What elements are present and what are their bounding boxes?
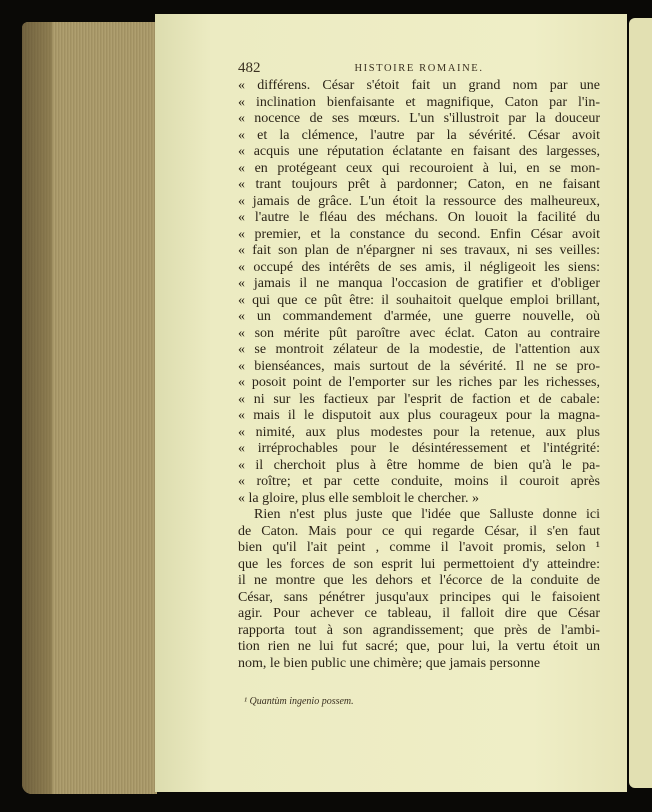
text-line: « occupé des intérêts de ses amis, il négligeoit les siens: — [238, 259, 600, 275]
text-line: « nimité, aux plus modestes pour la retenue, aux plus — [238, 424, 600, 440]
text-line: « inclination bienfaisante et magnifique, Caton par l'in- — [238, 94, 600, 110]
text-line: nom, le bien public une chimère; que jamais personne — [238, 655, 541, 671]
text-line: « mais il le disputoit aux plus courageux pour la magna- — [238, 408, 600, 423]
text-line: de Caton. Mais pour ce qui regarde César, il s'en faut — [238, 523, 600, 539]
text-line: « nocence de ses mœurs. L'un s'illustroit par la douceur — [238, 111, 600, 126]
text-line: rapporta tout à son agrandissement; que près de l'ambi- — [238, 622, 600, 638]
running-title: HISTOIRE ROMAINE. — [354, 63, 484, 74]
text-line: « premier, et la constance du second. Enfin César avoit — [238, 226, 600, 242]
text-line: « la gloire, plus elle sembloit le chercher. » — [238, 490, 480, 506]
page-body-text — [238, 78, 600, 672]
text-line: agir. Pour achever ce tableau, il falloit dire que César — [238, 606, 600, 621]
text-line: Rien n'est plus juste que l'idée que Salluste donne ici — [254, 507, 600, 522]
text-line: bien qu'il l'ait peint , comme il l'avoit promis, selon ¹ — [238, 540, 600, 555]
text-line: il ne montre que les dehors et l'écorce de la conduite de — [238, 573, 600, 588]
page-header — [238, 60, 600, 78]
book-spine-shadow — [22, 22, 52, 794]
text-line: « roître; et par cette conduite, moins il couroit après — [238, 474, 600, 489]
text-line: « trant toujours prêt à pardonner; Caton, en ne faisant — [238, 177, 600, 192]
text-line: « irréprochables pour le désintéressement et l'intégrité: — [238, 441, 600, 456]
text-line: « un commandement d'armée, une guerre nouvelle, où — [238, 309, 600, 324]
facing-page-edge — [629, 18, 652, 788]
text-line: « jamais de grâce. L'un étoit la ressource des malheureux, — [238, 193, 600, 209]
text-line: « posoit point de l'emporter sur les riches par les richesses, — [238, 375, 600, 390]
text-line: tion rien ne lui fut sacré; que, pour lui, la vertu étoit un — [238, 639, 600, 654]
page-number: 482 — [238, 60, 261, 76]
text-line: que les forces de son esprit lui permettoient d'y atteindre: — [238, 556, 600, 572]
text-line: « son mérite pût paroître avec éclat. Caton au contraire — [238, 325, 600, 341]
text-line: « fait son plan de n'épargner ni ses travaux, ni ses veilles: — [238, 243, 600, 258]
footnote: ¹ Quantùm ingenio possem. — [244, 696, 354, 707]
text-line: « jamais il ne manqua l'occasion de gratifier et d'obliger — [238, 276, 600, 291]
text-line: « en protégeant ceux qui recouroient à lui, en se mon- — [238, 160, 600, 176]
text-line: « différens. César s'étoit fait un grand nom par une — [238, 78, 600, 93]
text-line: « qui que ce pût être: il souhaitoit quelque emploi brillant, — [238, 292, 600, 308]
text-line: « et la clémence, l'autre par la sévérité. César avoit — [238, 127, 600, 143]
text-line: « se montroit zélateur de la modestie, de l'attention aux — [238, 342, 600, 357]
text-line: « bienséances, mais surtout de la sévérité. Il ne se pro- — [238, 358, 600, 374]
text-line: « ni sur les factieux par l'esprit de faction et de cabale: — [238, 391, 600, 407]
text-line: César, sans pénétrer jusqu'aux principes qui le faisoient — [238, 589, 600, 605]
text-line: « acquis une réputation éclatante en faisant des largesses, — [238, 144, 600, 159]
text-line: « il cherchoit plus à être homme de bien qu'à le pa- — [238, 457, 600, 473]
text-line: « l'autre le fléau des méchans. On louoit la facilité du — [238, 210, 600, 225]
